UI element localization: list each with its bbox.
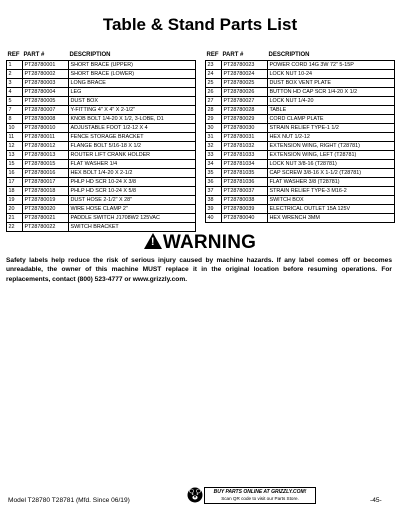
- parts-online-subtitle: Scan QR code to visit our Parts Store.: [221, 495, 299, 501]
- table-row: [206, 213, 395, 222]
- description-cell: POWER CORD 14G 3W 72" 5-15P: [268, 60, 395, 69]
- ref-cell: 31: [206, 132, 222, 141]
- ref-cell: 1: [7, 60, 23, 69]
- table-row: [7, 114, 196, 123]
- table-row: [7, 96, 196, 105]
- ref-cell: 27: [206, 96, 222, 105]
- description-cell: PHLP HD SCR 10-24 X 5/8: [69, 186, 196, 195]
- description-cell: DUST BOX VENT PLATE: [268, 78, 395, 87]
- description-cell: LOCK NUT 1/4-20: [268, 96, 395, 105]
- part-number-cell: PT28780016: [23, 168, 69, 177]
- table-row: [7, 186, 196, 195]
- table-row: [7, 60, 196, 69]
- ref-cell: 25: [206, 78, 222, 87]
- part-number-cell: PT28780021: [23, 213, 69, 222]
- ref-cell: 35: [206, 168, 222, 177]
- table-row: [206, 168, 395, 177]
- ref-cell: 21: [7, 213, 23, 222]
- description-cell: SHORT BRACE (UPPER): [69, 60, 196, 69]
- part-number-cell: PT28780019: [23, 195, 69, 204]
- ref-cell: 10: [7, 123, 23, 132]
- description-cell: LONG BRACE: [69, 78, 196, 87]
- part-number-cell: PT28780024: [222, 69, 268, 78]
- ref-cell: 4: [7, 87, 23, 96]
- table-row: [7, 177, 196, 186]
- description-cell: KNOB BOLT 1/4-20 X 1/2, 3-LOBE, D1: [69, 114, 196, 123]
- ref-cell: 33: [206, 150, 222, 159]
- part-number-cell: PT28780028: [222, 105, 268, 114]
- part-number-cell: PT28780029: [222, 114, 268, 123]
- table-row: [206, 114, 395, 123]
- table-row: [206, 123, 395, 132]
- ref-cell: 22: [7, 222, 23, 231]
- description-cell: FLAT WASHER 1/4: [69, 159, 196, 168]
- ref-cell: 12: [7, 141, 23, 150]
- table-row: [206, 105, 395, 114]
- warning-icon: !: [144, 233, 162, 249]
- table-row: [206, 60, 395, 69]
- ref-cell: 16: [7, 168, 23, 177]
- table-row: [206, 186, 395, 195]
- ref-cell: 28: [206, 105, 222, 114]
- table-row: [206, 195, 395, 204]
- description-cell: STRAIN RELIEF TYPE-1 1/2: [268, 123, 395, 132]
- part-number-cell: PT28780020: [23, 204, 69, 213]
- part-number-cell: PT28780039: [222, 204, 268, 213]
- part-number-cell: PT28780003: [23, 78, 69, 87]
- ref-cell: 15: [7, 159, 23, 168]
- table-row: [7, 150, 196, 159]
- description-cell: EXTENSION WING, LEFT (T28781): [268, 150, 395, 159]
- table-row: [7, 132, 196, 141]
- description-cell: SWITCH BOX: [268, 195, 395, 204]
- table-row: [206, 159, 395, 168]
- parts-online-title: BUY PARTS ONLINE AT GRIZZLY.COM!: [213, 489, 307, 495]
- ref-header: REF: [7, 52, 20, 59]
- ref-cell: 30: [206, 123, 222, 132]
- description-cell: CORD CLAMP PLATE: [268, 114, 395, 123]
- table-row: [206, 204, 395, 213]
- table-row: [7, 69, 196, 78]
- description-cell: FENCE STORAGE BRACKET: [69, 132, 196, 141]
- part-number-cell: PT28781034: [222, 159, 268, 168]
- part-number-cell: PT28780030: [222, 123, 268, 132]
- part-number-cell: PT28780027: [222, 96, 268, 105]
- description-cell: HEX BOLT 1/4-20 X 2-1/2: [69, 168, 196, 177]
- part-number-cell: PT28780022: [23, 222, 69, 231]
- table-row: [7, 87, 196, 96]
- page-title: Table & Stand Parts List: [102, 15, 298, 34]
- table-row: [206, 177, 395, 186]
- ref-cell: 34: [206, 159, 222, 168]
- footer-model: Model T28780 T28781 (Mfd. Since 06/19): [8, 497, 130, 504]
- part-number-cell: PT28780031: [222, 132, 268, 141]
- description-cell: FLANGE BOLT 5/16-18 X 1/2: [69, 141, 196, 150]
- ref-cell: 24: [206, 69, 222, 78]
- part-number-cell: PT28780010: [23, 123, 69, 132]
- description-cell: SHORT BRACE (LOWER): [69, 69, 196, 78]
- description-cell: DUST BOX: [69, 96, 196, 105]
- description-cell: PHLP HD SCR 10-24 X 3/8: [69, 177, 196, 186]
- part-number-cell: PT28780007: [23, 105, 69, 114]
- ref-cell: 2: [7, 69, 23, 78]
- ref-cell: 26: [206, 87, 222, 96]
- part-number-cell: PT28780015: [23, 159, 69, 168]
- table-row: [7, 168, 196, 177]
- warning-heading: [0, 232, 400, 254]
- ref-cell: 29: [206, 114, 222, 123]
- table-row: [7, 222, 196, 231]
- description-cell: HEX WRENCH 3MM: [268, 213, 395, 222]
- ref-cell: 36: [206, 177, 222, 186]
- part-number-cell: PT28780018: [23, 186, 69, 195]
- table-row: [206, 87, 395, 96]
- table-header-row: [206, 51, 395, 60]
- ref-cell: 20: [7, 204, 23, 213]
- table-row: [206, 78, 395, 87]
- part-number-cell: PT28781033: [222, 150, 268, 159]
- description-cell: DUST HOSE 2-1/2" X 28": [69, 195, 196, 204]
- part-number-cell: PT28780004: [23, 87, 69, 96]
- description-cell: BUTTON HD CAP SCR 1/4-20 X 1/2: [268, 87, 395, 96]
- table-row: [206, 150, 395, 159]
- table-row: [7, 204, 196, 213]
- ref-cell: 8: [7, 114, 23, 123]
- part-number-cell: PT28780011: [23, 132, 69, 141]
- part-number-cell: PT28781032: [222, 141, 268, 150]
- part-number-cell: PT28780002: [23, 69, 69, 78]
- description-cell: FLAT WASHER 3/8 (T28781): [268, 177, 395, 186]
- part-number-header: PART #: [222, 52, 244, 59]
- description-cell: HEX NUT 1/2-12: [268, 132, 395, 141]
- ref-cell: 7: [7, 105, 23, 114]
- table-row: [7, 123, 196, 132]
- ref-cell: 17: [7, 177, 23, 186]
- part-number-cell: PT28780008: [23, 114, 69, 123]
- warning-text: Safety labels help reduce the risk of serious injury caused by machine hazards. If any label comes off or becomes unreadable, the owner of this machine MUST replace it in the original location before resuming operations. For replacements, contact (800) 523-4777 or www.grizzly.com.: [6, 257, 392, 283]
- table-row: [206, 69, 395, 78]
- table-row: [206, 96, 395, 105]
- table-row: [7, 213, 196, 222]
- part-number-cell: PT28780013: [23, 150, 69, 159]
- ref-cell: 32: [206, 141, 222, 150]
- part-number-cell: PT28780025: [222, 78, 268, 87]
- warning-heading-text: WARNING: [162, 232, 257, 253]
- description-cell: LOCK NUT 10-24: [268, 69, 395, 78]
- table-row: [7, 159, 196, 168]
- description-cell: WIRE HOSE CLAMP 2": [69, 204, 196, 213]
- part-number-cell: PT28780012: [23, 141, 69, 150]
- table-row: [7, 78, 196, 87]
- part-number-cell: PT28780040: [222, 213, 268, 222]
- description-cell: Y-FITTING 4" X 4" X 2-1/2": [69, 105, 196, 114]
- part-number-cell: PT28780017: [23, 177, 69, 186]
- ref-cell: 23: [206, 60, 222, 69]
- table-row: [7, 195, 196, 204]
- table-row: [7, 105, 196, 114]
- part-number-cell: PT28780005: [23, 96, 69, 105]
- parts-table-left: [6, 51, 196, 232]
- description-cell: TABLE: [268, 105, 395, 114]
- ref-cell: 11: [7, 132, 23, 141]
- part-number-cell: PT28781036: [222, 177, 268, 186]
- parts-table-right: [205, 51, 395, 223]
- ref-cell: 37: [206, 186, 222, 195]
- part-number-cell: PT28780037: [222, 186, 268, 195]
- description-header: DESCRIPTION: [69, 52, 111, 59]
- description-cell: ROUTER LIFT CRANK HOLDER: [69, 150, 196, 159]
- part-number-cell: PT28780026: [222, 87, 268, 96]
- description-cell: LEG: [69, 87, 196, 96]
- table-row: [7, 141, 196, 150]
- part-number-cell: PT28780001: [23, 60, 69, 69]
- part-number-cell: PT28780023: [222, 60, 268, 69]
- part-number-cell: PT28780038: [222, 195, 268, 204]
- parts-online-box[interactable]: [204, 487, 316, 504]
- page-number: -45-: [370, 497, 382, 504]
- part-number-header: PART #: [23, 52, 45, 59]
- part-number-cell: PT28781035: [222, 168, 268, 177]
- ref-header: REF: [206, 52, 219, 59]
- description-cell: PADDLE SWITCH J1708W2 125VAC: [69, 213, 196, 222]
- ref-cell: 38: [206, 195, 222, 204]
- ref-cell: 18: [7, 186, 23, 195]
- table-row: [206, 141, 395, 150]
- ref-cell: 40: [206, 213, 222, 222]
- description-cell: EXTENSION WING, RIGHT (T28781): [268, 141, 395, 150]
- ref-cell: 19: [7, 195, 23, 204]
- ref-cell: 5: [7, 96, 23, 105]
- ref-cell: 3: [7, 78, 23, 87]
- description-header: DESCRIPTION: [268, 52, 310, 59]
- description-cell: CAP SCREW 3/8-16 X 1-1/2 (T28781): [268, 168, 395, 177]
- description-cell: STRAIN RELIEF TYPE-3 M16-2: [268, 186, 395, 195]
- table-row: [206, 132, 395, 141]
- ref-cell: 13: [7, 150, 23, 159]
- grizzly-bear-logo-icon: [187, 487, 203, 503]
- table-header-row: [7, 51, 196, 60]
- description-cell: ELECTRICAL OUTLET 15A 125V: [268, 204, 395, 213]
- ref-cell: 39: [206, 204, 222, 213]
- description-cell: SWITCH BRACKET: [69, 222, 196, 231]
- description-cell: LOCK NUT 3/8-16 (T28781): [268, 159, 395, 168]
- description-cell: ADJUSTABLE FOOT 1/2-12 X 4: [69, 123, 196, 132]
